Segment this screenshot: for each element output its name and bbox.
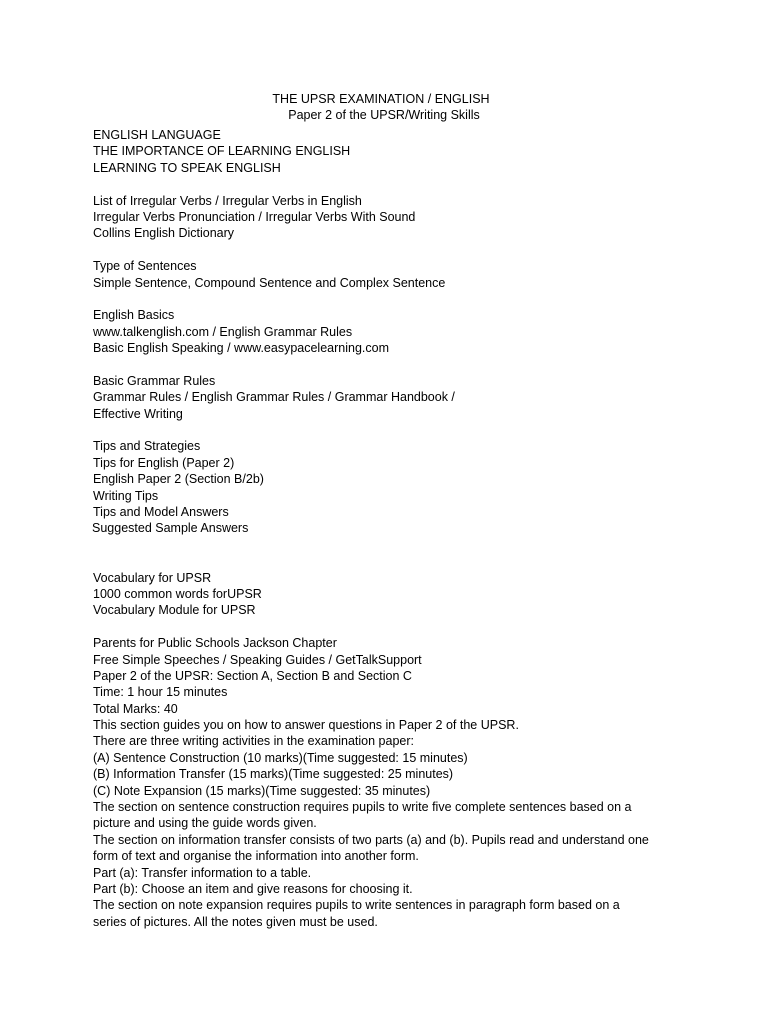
paragraph-gap [93, 176, 693, 192]
paragraph-gap [93, 356, 693, 372]
tips-line: Tips for English (Paper 2) [93, 455, 235, 470]
paper-line: Paper 2 of the UPSR: Section A, Section B and Section C [93, 668, 412, 683]
intro-line: THE IMPORTANCE OF LEARNING ENGLISH [93, 144, 351, 159]
grammar-section [93, 373, 693, 422]
verbs-line: List of Irregular Verbs / Irregular Verbs in English [93, 193, 362, 208]
tips-line: Tips and Strategies [93, 439, 201, 454]
paper-line: Part (a): Transfer information to a table. [93, 865, 312, 880]
paper-line: Parents for Public Schools Jackson Chapter [93, 636, 337, 651]
paper-line: Time: 1 hour 15 minutes [93, 685, 228, 700]
grammar-line: Basic Grammar Rules [93, 373, 216, 388]
tips-section [93, 438, 693, 536]
paper-line: series of pictures. All the notes given must be used. [93, 914, 378, 929]
intro-line: LEARNING TO SPEAK ENGLISH [93, 160, 281, 175]
paper-line: (B) Information Transfer (15 marks)(Time suggested: 25 minutes) [93, 767, 454, 782]
paper-line: The section on sentence construction requires pupils to write five complete sentences based on a [93, 800, 632, 815]
intro-line: ENGLISH LANGUAGE [93, 128, 221, 142]
paragraph-gap [93, 537, 693, 570]
basics-line: www.talkenglish.com / English Grammar Rules [93, 324, 353, 339]
basics-section [93, 307, 693, 356]
verbs-line: Collins English Dictionary [93, 226, 235, 241]
paper-line: (C) Note Expansion (15 marks)(Time suggested: 35 minutes) [93, 783, 431, 798]
vocabulary-section [93, 570, 693, 619]
tips-line: English Paper 2 (Section B/2b) [93, 472, 264, 487]
paper-line: form of text and organise the information into another form. [93, 849, 419, 864]
tips-line: Suggested Sample Answers [92, 521, 249, 536]
paper-line: The section on note expansion requires pupils to write sentences in paragraph form based on a [93, 898, 620, 913]
paragraph-gap [93, 291, 693, 307]
sentences-section [93, 258, 693, 291]
sentences-line: Simple Sentence, Compound Sentence and Complex Sentence [93, 275, 446, 290]
paper-line: This section guides you on how to answer questions in Paper 2 of the UPSR. [93, 718, 519, 733]
paper-line: Part (b): Choose an item and give reasons for choosing it. [93, 881, 413, 896]
vocabulary-line: Vocabulary Module for UPSR [93, 603, 256, 618]
paragraph-gap [93, 422, 693, 438]
paper-line: picture and using the guide words given. [93, 816, 317, 831]
intro-section [93, 127, 693, 176]
sentences-line: Type of Sentences [93, 259, 197, 274]
vocabulary-line: Vocabulary for UPSR [93, 570, 212, 585]
paper-line: Total Marks: 40 [93, 701, 178, 716]
grammar-line: Effective Writing [93, 406, 183, 421]
paragraph-gap [93, 619, 693, 635]
basics-line: English Basics [93, 308, 175, 323]
basics-line: Basic English Speaking / www.easypacelearning.com [93, 341, 389, 356]
grammar-line: Grammar Rules / English Grammar Rules / Grammar Handbook / [93, 390, 455, 405]
verbs-line: Irregular Verbs Pronunciation / Irregular Verbs With Sound [93, 209, 416, 224]
tips-line: Tips and Model Answers [93, 504, 229, 519]
vocabulary-line: 1000 common words forUPSR [93, 586, 262, 601]
document-body [93, 127, 693, 930]
verbs-section [93, 193, 693, 242]
paper-line: There are three writing activities in the examination paper: [93, 734, 414, 749]
paper-line: (A) Sentence Construction (10 marks)(Time suggested: 15 minutes) [93, 750, 468, 765]
paper-line: Free Simple Speeches / Speaking Guides / GetTalkSupport [93, 652, 422, 667]
paper-section [93, 635, 693, 930]
paper-line: The section on information transfer consists of two parts (a) and (b). Pupils read and understand one [93, 832, 649, 847]
document-title: THE UPSR EXAMINATION / ENGLISH [272, 92, 490, 106]
paragraph-gap [93, 242, 693, 258]
tips-line: Writing Tips [93, 488, 159, 503]
document-subtitle: Paper 2 of the UPSR/Writing Skills [288, 108, 480, 122]
